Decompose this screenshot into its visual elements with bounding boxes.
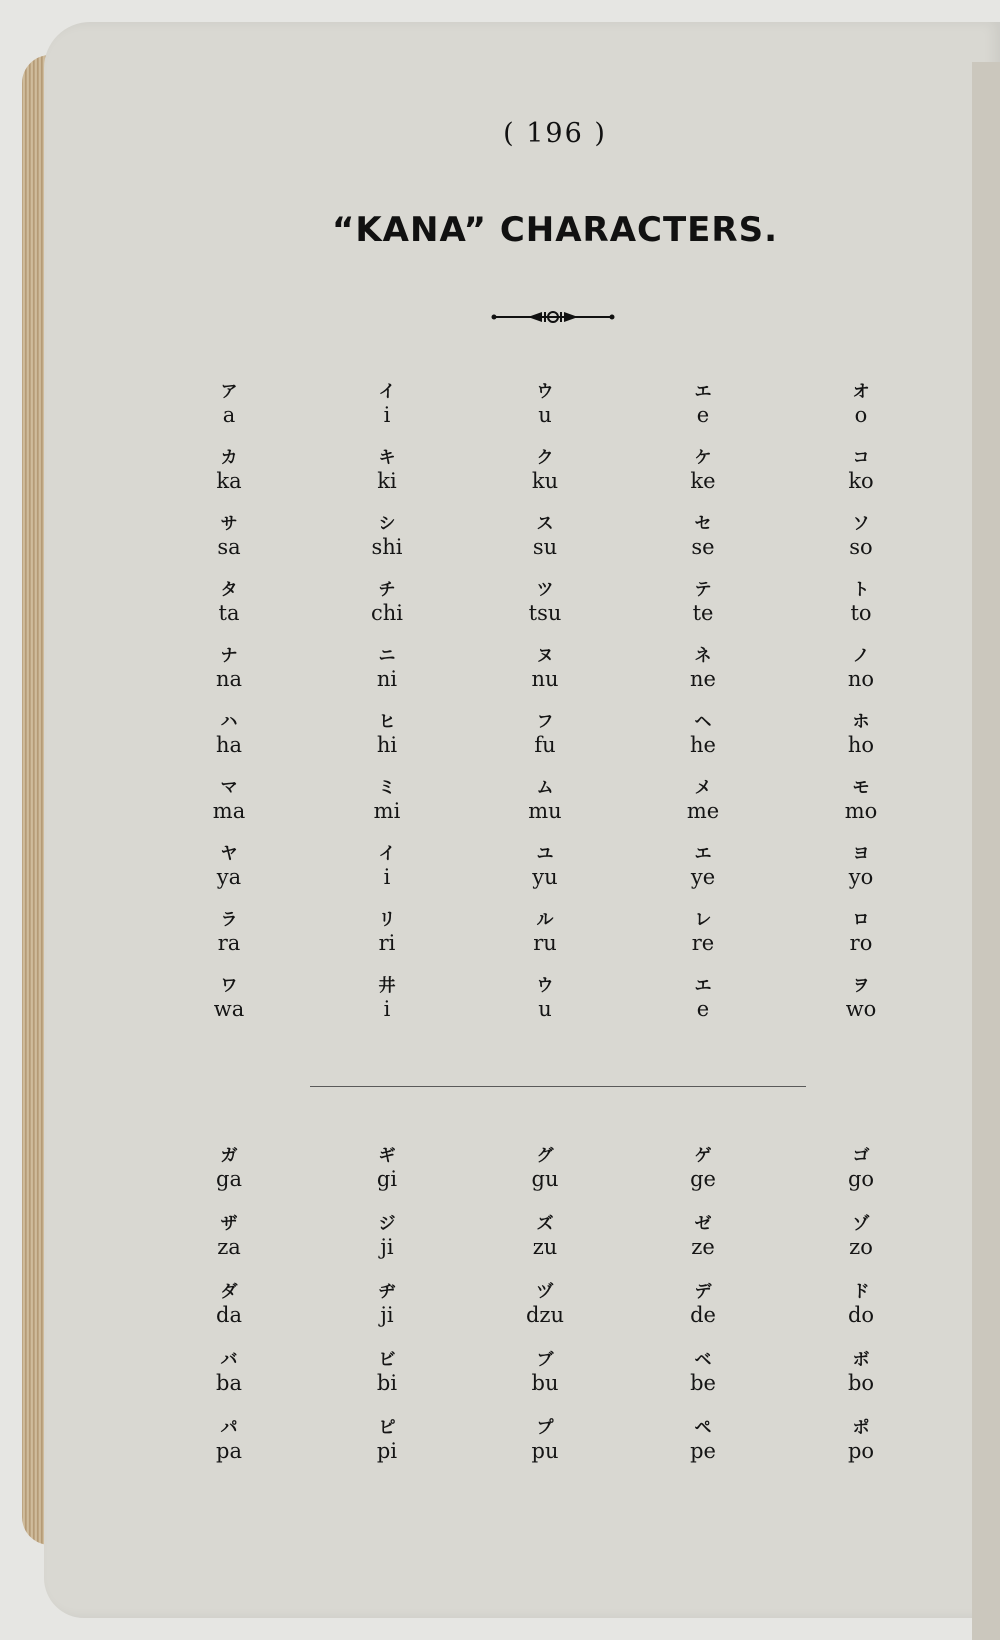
kana-character: オ — [852, 382, 870, 402]
kana-cell — [308, 844, 466, 910]
romaji-reading: ro — [849, 931, 873, 955]
kana-cell — [150, 646, 308, 712]
kana-character: ベ — [694, 1350, 712, 1370]
kana-cell — [782, 1146, 940, 1214]
page-title: “KANA” CHARACTERS. — [331, 210, 778, 250]
kana-cell — [150, 1350, 308, 1418]
romaji-reading: ri — [378, 931, 396, 955]
romaji-reading: i — [383, 865, 391, 889]
romaji-reading: pe — [690, 1439, 716, 1463]
kana-cell — [782, 580, 940, 646]
romaji-reading: be — [690, 1371, 716, 1395]
kana-character: サ — [220, 514, 238, 534]
romaji-reading: shi — [371, 535, 403, 559]
romaji-reading: yo — [848, 865, 874, 889]
kana-character: ヌ — [536, 646, 554, 666]
romaji-reading: bu — [531, 1371, 559, 1395]
kana-character: ジ — [378, 1214, 396, 1234]
kana-cell — [624, 448, 782, 514]
romaji-reading: sa — [217, 535, 241, 559]
kana-character: ゼ — [694, 1214, 712, 1234]
romaji-reading: ga — [216, 1167, 242, 1191]
kana-cell — [782, 844, 940, 910]
romaji-reading: su — [532, 535, 558, 559]
romaji-reading: wa — [213, 997, 245, 1021]
kana-character: ル — [536, 910, 554, 930]
kana-character: ニ — [378, 646, 396, 666]
kana-character: ト — [852, 580, 870, 600]
romaji-reading: mu — [528, 799, 562, 823]
kana-character: 井 — [378, 976, 396, 996]
kana-cell — [308, 1214, 466, 1282]
romaji-reading: ha — [215, 733, 243, 757]
romaji-reading: ma — [212, 799, 246, 823]
romaji-reading: e — [696, 403, 710, 427]
romaji-reading: na — [215, 667, 243, 691]
kana-cell — [308, 778, 466, 844]
kana-cell — [782, 778, 940, 844]
kana-cell — [150, 1214, 308, 1282]
romaji-reading: o — [854, 403, 868, 427]
kana-cell — [308, 976, 466, 1042]
kana-character: ブ — [536, 1350, 554, 1370]
kana-character: メ — [694, 778, 712, 798]
romaji-reading: ni — [376, 667, 398, 691]
kana-cell — [782, 448, 940, 514]
romaji-reading: re — [691, 931, 715, 955]
kana-character: ヅ — [536, 1282, 554, 1302]
romaji-reading: pi — [376, 1439, 398, 1463]
kana-cell — [624, 910, 782, 976]
romaji-reading: ye — [690, 865, 716, 889]
romaji-reading: ki — [377, 469, 397, 493]
kana-character: パ — [220, 1418, 238, 1438]
romaji-reading: chi — [370, 601, 403, 625]
kana-cell — [308, 1146, 466, 1214]
kana-cell — [150, 1282, 308, 1350]
romaji-reading: mo — [844, 799, 878, 823]
kana-character: リ — [378, 910, 396, 930]
kana-character: コ — [852, 448, 870, 468]
kana-character: ハ — [220, 712, 238, 732]
kana-cell — [624, 778, 782, 844]
kana-cell — [624, 1214, 782, 1282]
romaji-reading: i — [383, 403, 391, 427]
kana-character: フ — [536, 712, 554, 732]
kana-cell — [308, 1282, 466, 1350]
kana-cell — [308, 514, 466, 580]
kana-character: ヤ — [220, 844, 238, 864]
kana-character: ホ — [852, 712, 870, 732]
kana-cell — [150, 910, 308, 976]
kana-character: ゴ — [852, 1146, 870, 1166]
kana-table-basic — [150, 382, 940, 1042]
romaji-reading: fu — [534, 733, 556, 757]
kana-cell — [466, 1282, 624, 1350]
kana-character: エ — [694, 844, 712, 864]
kana-character: チ — [378, 580, 396, 600]
kana-character: ウ — [536, 976, 554, 996]
kana-cell — [466, 844, 624, 910]
romaji-reading: bo — [847, 1371, 875, 1395]
kana-character: ナ — [220, 646, 238, 666]
kana-cell — [466, 580, 624, 646]
next-page-edge — [972, 62, 1000, 1640]
romaji-reading: ku — [531, 469, 559, 493]
romaji-reading: de — [690, 1303, 716, 1327]
kana-character: ガ — [220, 1146, 238, 1166]
kana-cell — [624, 1418, 782, 1486]
romaji-reading: u — [538, 997, 552, 1021]
kana-cell — [466, 1350, 624, 1418]
kana-character: プ — [536, 1418, 554, 1438]
kana-character: エ — [694, 382, 712, 402]
kana-cell — [782, 514, 940, 580]
kana-cell — [624, 712, 782, 778]
kana-cell — [782, 1282, 940, 1350]
kana-cell — [308, 910, 466, 976]
kana-character: カ — [220, 448, 238, 468]
kana-cell — [782, 712, 940, 778]
kana-character: マ — [220, 778, 238, 798]
romaji-reading: ya — [216, 865, 242, 889]
romaji-reading: do — [847, 1303, 875, 1327]
kana-cell — [782, 1418, 940, 1486]
kana-character: テ — [694, 580, 712, 600]
kana-character: デ — [694, 1282, 712, 1302]
section-divider — [310, 1086, 806, 1087]
romaji-reading: bi — [376, 1371, 398, 1395]
kana-cell — [782, 646, 940, 712]
kana-character: ヘ — [694, 712, 712, 732]
kana-character: シ — [378, 514, 396, 534]
romaji-reading: ji — [380, 1235, 394, 1259]
kana-character: イ — [378, 844, 396, 864]
romaji-reading: go — [847, 1167, 875, 1191]
kana-character: ヂ — [378, 1282, 396, 1302]
kana-cell — [308, 1350, 466, 1418]
kana-character: ギ — [378, 1146, 396, 1166]
romaji-reading: po — [847, 1439, 875, 1463]
kana-cell — [624, 1146, 782, 1214]
kana-character: ゲ — [694, 1146, 712, 1166]
kana-cell — [466, 1146, 624, 1214]
kana-character: ツ — [536, 580, 554, 600]
romaji-reading: za — [217, 1235, 241, 1259]
kana-cell — [150, 778, 308, 844]
kana-cell — [624, 1282, 782, 1350]
kana-character: ヒ — [378, 712, 396, 732]
kana-character: ノ — [852, 646, 870, 666]
kana-cell — [466, 382, 624, 448]
kana-character: ピ — [378, 1418, 396, 1438]
kana-cell — [624, 646, 782, 712]
kana-cell — [466, 910, 624, 976]
romaji-reading: hi — [376, 733, 398, 757]
kana-cell — [150, 580, 308, 646]
romaji-reading: gi — [376, 1167, 398, 1191]
kana-character: モ — [852, 778, 870, 798]
romaji-reading: pu — [531, 1439, 559, 1463]
romaji-reading: no — [847, 667, 875, 691]
romaji-reading: zo — [849, 1235, 873, 1259]
romaji-reading: u — [538, 403, 552, 427]
kana-character: ザ — [220, 1214, 238, 1234]
kana-character: グ — [536, 1146, 554, 1166]
kana-cell — [466, 646, 624, 712]
kana-character: バ — [220, 1350, 238, 1370]
romaji-reading: me — [686, 799, 720, 823]
page-number: ( 196 ) — [503, 118, 607, 149]
romaji-reading: ra — [217, 931, 241, 955]
kana-character: ウ — [536, 382, 554, 402]
romaji-reading: a — [222, 403, 236, 427]
kana-cell — [150, 844, 308, 910]
kana-character: ダ — [220, 1282, 238, 1302]
kana-cell — [624, 976, 782, 1042]
kana-cell — [308, 712, 466, 778]
romaji-reading: wo — [845, 997, 877, 1021]
kana-character: キ — [378, 448, 396, 468]
kana-cell — [308, 448, 466, 514]
kana-character: ビ — [378, 1350, 396, 1370]
kana-cell — [150, 712, 308, 778]
romaji-reading: ge — [690, 1167, 716, 1191]
kana-character: ゾ — [852, 1214, 870, 1234]
kana-character: ヲ — [852, 976, 870, 996]
romaji-reading: e — [696, 997, 710, 1021]
romaji-reading: ba — [216, 1371, 242, 1395]
kana-cell — [308, 580, 466, 646]
kana-cell — [308, 1418, 466, 1486]
kana-cell — [624, 514, 782, 580]
kana-cell — [308, 382, 466, 448]
kana-cell — [624, 1350, 782, 1418]
kana-cell — [150, 514, 308, 580]
kana-character: エ — [694, 976, 712, 996]
kana-cell — [466, 976, 624, 1042]
romaji-reading: ta — [218, 601, 240, 625]
kana-cell — [782, 1350, 940, 1418]
romaji-reading: ko — [848, 469, 874, 493]
kana-cell — [150, 976, 308, 1042]
romaji-reading: ru — [533, 931, 557, 955]
kana-character: ア — [220, 382, 238, 402]
kana-cell — [466, 1214, 624, 1282]
kana-character: ソ — [852, 514, 870, 534]
romaji-reading: i — [383, 997, 391, 1021]
kana-cell — [782, 910, 940, 976]
kana-character: ミ — [378, 778, 396, 798]
kana-character: ロ — [852, 910, 870, 930]
romaji-reading: zu — [532, 1235, 558, 1259]
romaji-reading: gu — [531, 1167, 559, 1191]
kana-table-voiced — [150, 1146, 940, 1486]
kana-character: ス — [536, 514, 554, 534]
kana-character: セ — [694, 514, 712, 534]
kana-character: ボ — [852, 1350, 870, 1370]
kana-character: ズ — [536, 1214, 554, 1234]
kana-character: ヨ — [852, 844, 870, 864]
kana-character: ケ — [694, 448, 712, 468]
romaji-reading: da — [216, 1303, 242, 1327]
kana-cell — [782, 382, 940, 448]
romaji-reading: ka — [216, 469, 242, 493]
romaji-reading: tsu — [528, 601, 562, 625]
romaji-reading: ho — [847, 733, 875, 757]
romaji-reading: ne — [690, 667, 716, 691]
romaji-reading: ke — [690, 469, 716, 493]
kana-cell — [466, 514, 624, 580]
kana-cell — [150, 1418, 308, 1486]
kana-cell — [624, 382, 782, 448]
ornament-divider-icon — [490, 310, 616, 324]
romaji-reading: se — [691, 535, 715, 559]
kana-character: ペ — [694, 1418, 712, 1438]
kana-cell — [466, 712, 624, 778]
romaji-reading: te — [692, 601, 714, 625]
kana-cell — [466, 778, 624, 844]
kana-character: ク — [536, 448, 554, 468]
kana-cell — [150, 382, 308, 448]
kana-cell — [308, 646, 466, 712]
kana-cell — [466, 448, 624, 514]
romaji-reading: so — [849, 535, 873, 559]
kana-character: レ — [694, 910, 712, 930]
kana-cell — [466, 1418, 624, 1486]
kana-cell — [150, 448, 308, 514]
kana-character: ポ — [852, 1418, 870, 1438]
kana-character: ド — [852, 1282, 870, 1302]
kana-cell — [150, 1146, 308, 1214]
kana-character: ユ — [536, 844, 554, 864]
romaji-reading: ze — [691, 1235, 715, 1259]
kana-cell — [782, 976, 940, 1042]
kana-character: ネ — [694, 646, 712, 666]
romaji-reading: mi — [373, 799, 401, 823]
kana-cell — [782, 1214, 940, 1282]
kana-character: ラ — [220, 910, 238, 930]
romaji-reading: he — [690, 733, 716, 757]
kana-cell — [624, 580, 782, 646]
romaji-reading: nu — [531, 667, 559, 691]
kana-character: タ — [220, 580, 238, 600]
romaji-reading: yu — [532, 865, 558, 889]
romaji-reading: to — [850, 601, 872, 625]
romaji-reading: dzu — [525, 1303, 565, 1327]
romaji-reading: pa — [216, 1439, 242, 1463]
kana-character: ワ — [220, 976, 238, 996]
kana-cell — [624, 844, 782, 910]
kana-character: イ — [378, 382, 396, 402]
romaji-reading: ji — [380, 1303, 394, 1327]
kana-character: ム — [536, 778, 554, 798]
